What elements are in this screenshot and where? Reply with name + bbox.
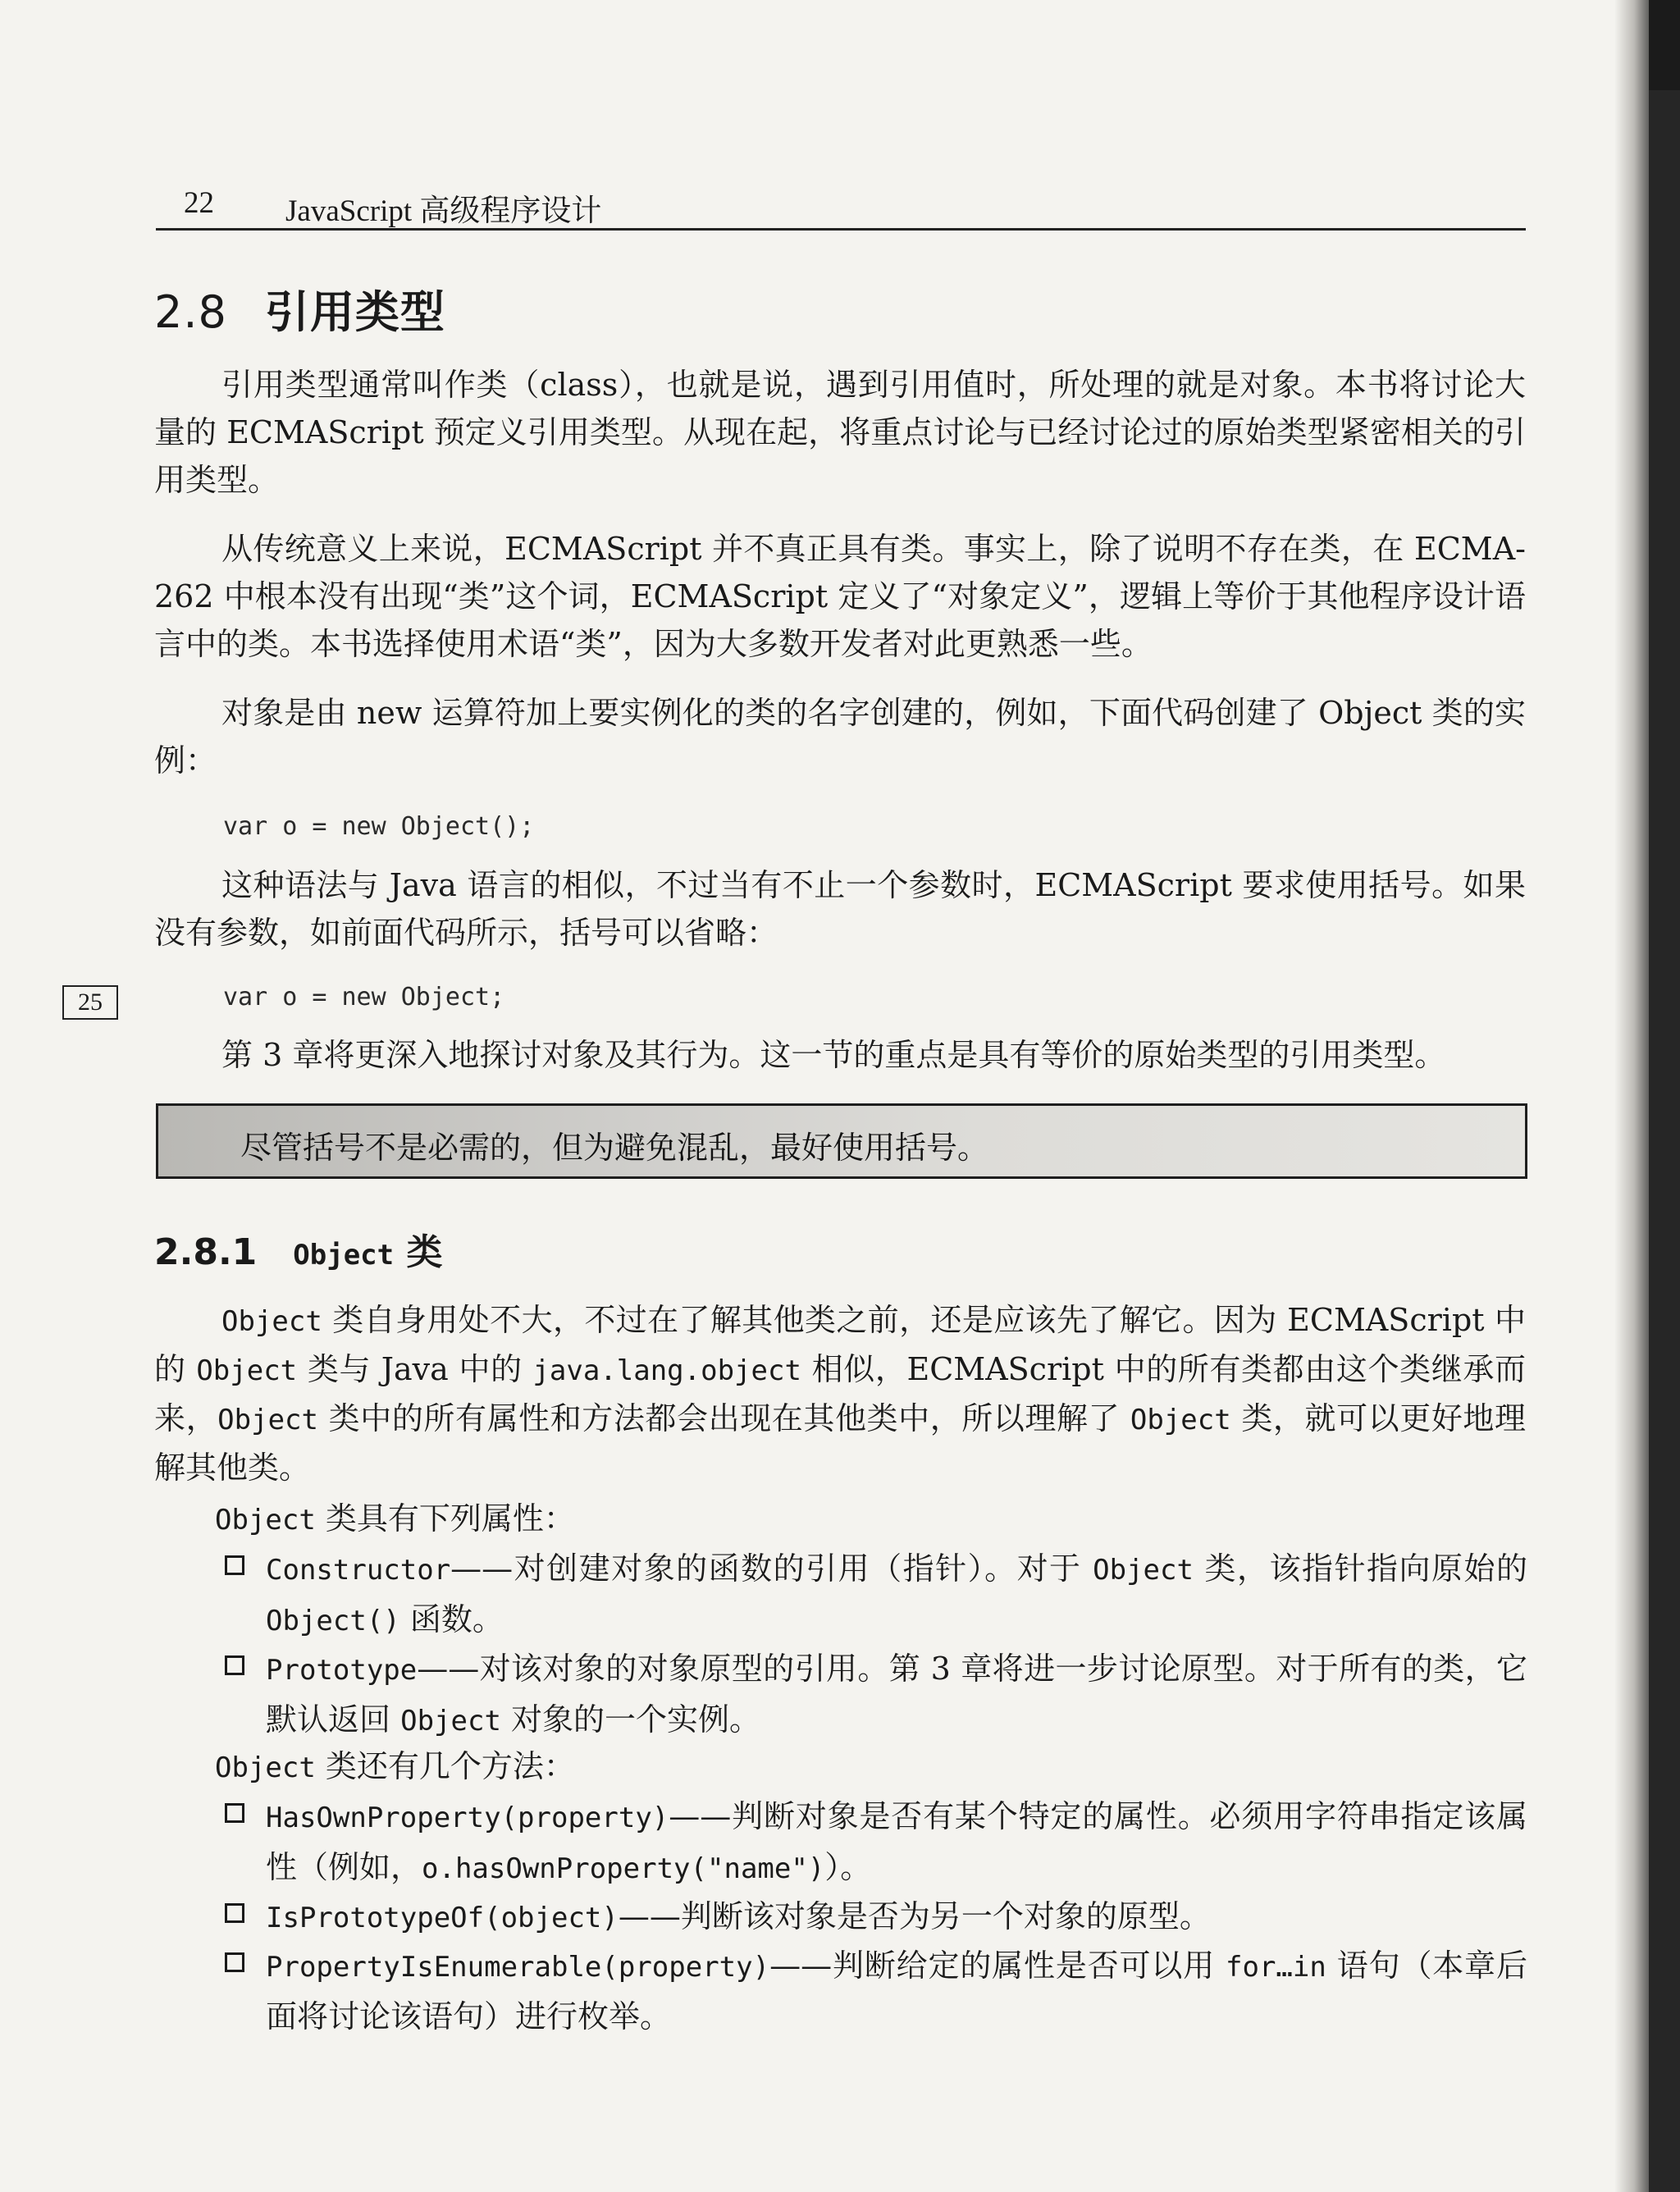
paragraph-intro: 引用类型通常叫作类（class），也就是说，遇到引用值时，所处理的就是对象。本书将讨论大量的 ECMAScript 预定义引用类型。从现在起，将重点讨论与已经讨论过的原始类型紧密相关的引用类型。 <box>154 367 1526 498</box>
note-box <box>156 1103 1527 1179</box>
properties-intro <box>215 1495 1526 1544</box>
property-item-constructor <box>228 1544 1527 1646</box>
method-item-isprototypeof <box>228 1892 1527 1943</box>
subsection-heading <box>154 1222 442 1275</box>
page-number: 22 <box>184 186 214 220</box>
subsection-title-suffix: 类 <box>406 1231 443 1273</box>
text-run: ）。 <box>824 1849 872 1885</box>
paragraph-object-class <box>154 1296 1526 1491</box>
text-run: ——对该对象的对象原型的引用。第 3 章将进一步讨论原型。对于所有的类，它默认返回 <box>266 1651 1527 1738</box>
code-example-2: var o = new Object; <box>223 983 505 1012</box>
text-run: 类还有几个方法： <box>315 1748 575 1784</box>
text-run: 类具有下列属性： <box>315 1500 575 1537</box>
method-item-propertyisenumerable <box>228 1941 1527 2041</box>
property-name: Constructor <box>266 1554 451 1587</box>
note-text: 尽管括号不是必需的，但为避免混乱，最好使用括号。 <box>240 1130 989 1166</box>
inline-code: Object <box>221 1305 322 1338</box>
text-run: 对象的一个实例。 <box>500 1701 761 1738</box>
text-run: 相似，ECMAScript 中的所有类都由这个类继承而来， <box>154 1351 1526 1436</box>
page-edge-bar <box>1649 0 1680 2192</box>
method-name: PropertyIsEnumerable(property) <box>266 1951 770 1984</box>
inline-code: Object <box>215 1504 316 1537</box>
method-name: IsPrototypeOf(object) <box>266 1902 619 1934</box>
inline-code: Object() <box>266 1605 400 1637</box>
checkbox-bullet-icon <box>225 1803 244 1823</box>
book-title: JavaScript 高级程序设计 <box>285 194 602 228</box>
text-run: 类与 Java 中的 <box>297 1351 533 1387</box>
paragraph-syntax: 这种语法与 Java 语言的相似，不过当有不止一个参数时，ECMAScript 要求使用括号。如果没有参数，如前面代码所示，括号可以省略： <box>154 867 1526 951</box>
inline-code: Object <box>215 1751 316 1784</box>
inline-code: java.lang.object <box>532 1354 801 1387</box>
paragraph-chapter3: 第 3 章将更深入地探讨对象及其行为。这一节的重点是具有等价的原始类型的引用类型。 <box>221 1037 1446 1073</box>
inline-code: Object <box>196 1354 298 1387</box>
checkbox-bullet-icon <box>225 1903 244 1923</box>
text-run: ——判断该对象是否为另一个对象的原型。 <box>618 1898 1211 1934</box>
text-run: 类自身用处不大，不过在了解其他类之前，还是应该先了解它。因为 ECMAScript 中的 <box>154 1302 1526 1387</box>
inline-code: Object <box>1093 1554 1194 1587</box>
checkbox-bullet-icon <box>225 1952 244 1972</box>
text-run: 函数。 <box>399 1601 504 1637</box>
methods-intro <box>215 1742 1526 1792</box>
checkbox-bullet-icon <box>225 1555 244 1575</box>
section-title: 引用类型 <box>264 286 445 338</box>
section-heading <box>154 277 445 340</box>
paragraph-tradition: 从传统意义上来说，ECMAScript 并不真正具有类。事实上，除了说明不存在类，在 ECMA-262 中根本没有出现“类”这个词，ECMAScript 定义了“对象定义”，逻辑上等价于其他程序设计语言中的类。本书选择使用术语“类”，因为大多数开发者对此更熟悉一些。 <box>154 531 1526 662</box>
subsection-number: 2.8.1 <box>154 1231 258 1273</box>
inline-code: Object <box>400 1705 501 1738</box>
text-run: 类中的所有属性和方法都会出现在其他类中，所以理解了 <box>318 1400 1130 1436</box>
property-name: Prototype <box>266 1654 418 1687</box>
inline-code: o.hasOwnProperty("name") <box>422 1852 825 1885</box>
text-run: 语句（本章后面将讨论该语句）进行枚举。 <box>266 1948 1527 2034</box>
paragraph-new-operator: 对象是由 new 运算符加上要实例化的类的名字创建的，例如，下面代码创建了 Object 类的实例： <box>154 695 1526 779</box>
inline-code: for…in <box>1226 1951 1326 1984</box>
text-run: ——判断对象是否有某个特定的属性。必须用字符串指定该属性（例如， <box>266 1798 1527 1885</box>
text-run: 类，该指针指向原始的 <box>1193 1550 1527 1587</box>
checkbox-bullet-icon <box>225 1655 244 1675</box>
section-number: 2.8 <box>154 286 227 338</box>
subsection-code-word: Object <box>293 1239 395 1272</box>
running-header <box>156 185 1526 231</box>
method-name: HasOwnProperty(property) <box>266 1802 669 1834</box>
text-run: ——对创建对象的函数的引用（指针）。对于 <box>450 1550 1093 1587</box>
inline-code: Object <box>217 1404 318 1436</box>
page-edge-shadow <box>1614 0 1680 2192</box>
margin-page-marker: 25 <box>62 985 118 1020</box>
text-run: 类，就可以更好地理解其他类。 <box>154 1400 1526 1486</box>
inline-code: Object <box>1130 1404 1231 1436</box>
method-item-hasownproperty <box>228 1792 1527 1893</box>
code-example-1: var o = new Object(); <box>223 812 535 841</box>
page-edge-bar-top <box>1649 0 1680 90</box>
text-run: ——判断给定的属性是否可以用 <box>769 1948 1226 1984</box>
property-item-prototype <box>228 1644 1527 1746</box>
